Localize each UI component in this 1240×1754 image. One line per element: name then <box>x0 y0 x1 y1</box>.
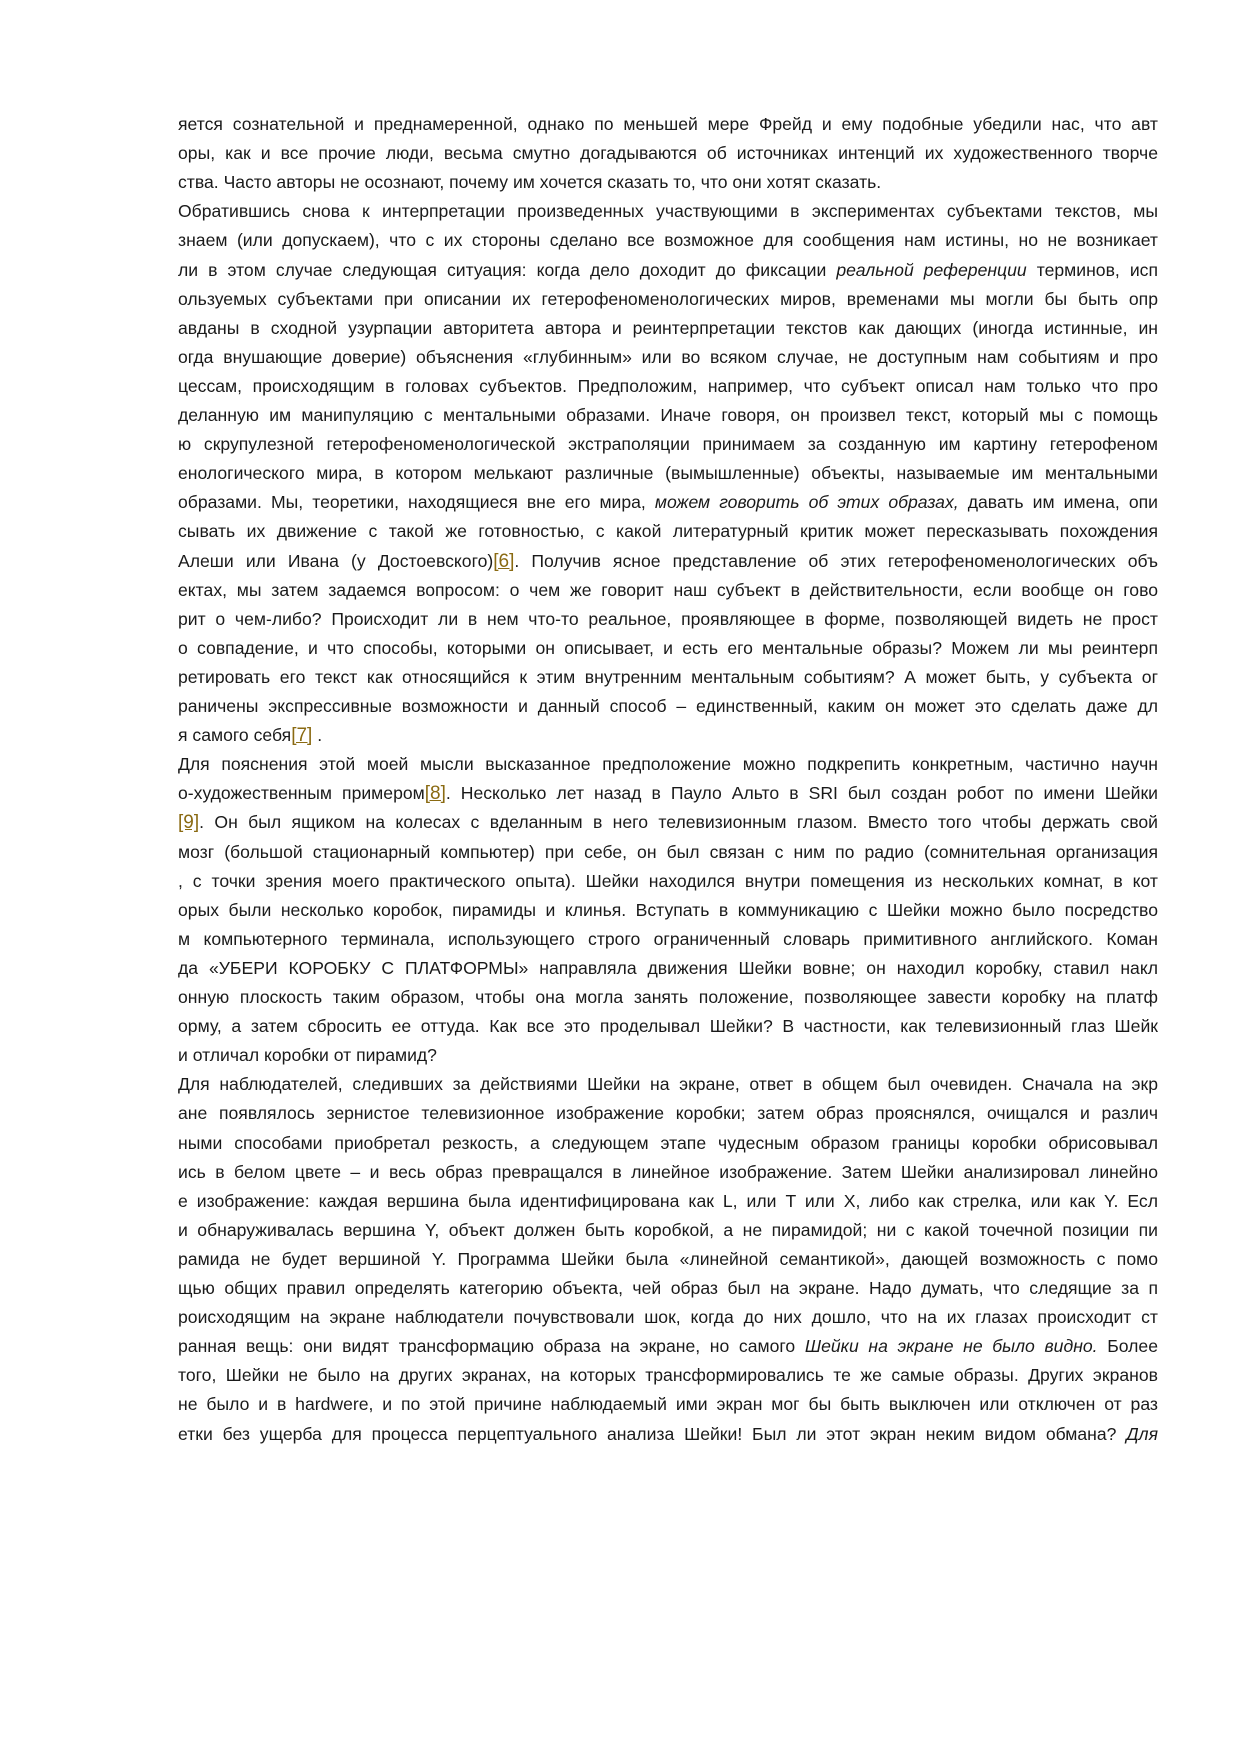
text-run: ане появлялось зернистое телевизионное изображение коробки; затем образ прояснялся, очищался и различ <box>178 1103 1158 1124</box>
text-run: того, Шейки не было на других экранах, на которых трансформировались те же самые образы. Других экранов <box>178 1365 1158 1386</box>
text-run: Алеши или Ивана (у Достоевского) <box>178 550 494 571</box>
text-line <box>178 1330 1158 1362</box>
text-line <box>178 545 1158 577</box>
text-run: ли в этом случае следующая ситуация: когда дело доходит до фиксации <box>178 259 837 280</box>
text-run: ользуемых субъектами при описании их гетерофеноменологических миров, временами мы могли бы быть опр <box>178 288 1158 309</box>
text-line <box>178 865 1158 897</box>
text-run: и обнаруживалась вершина Y, объект должен быть коробкой, а не пирамидой; ни с какой точечной позиции пи <box>178 1219 1158 1240</box>
text-line <box>178 137 1158 169</box>
text-run: . Он был ящиком на колесах с вделанным в него телевизионным глазом. Вместо того чтобы держать свой <box>199 812 1158 833</box>
text-run: , с точки зрения моего практического опыта). Шейки находился внутри помещения из нескольких комнат, в кот <box>178 870 1158 891</box>
text-run: терминов, исп <box>1026 259 1158 280</box>
text-line <box>178 952 1158 984</box>
text-run: . Несколько лет назад в Пауло Альто в SRI был создан робот по имени Шейки <box>445 783 1158 804</box>
text-run: рамида не будет вершиной Y. Программа Шейки была «линейной семантикой», дающей возможность с помо <box>178 1248 1158 1269</box>
text-run: ектах, мы затем задаемся вопросом: о чем же говорит наш субъект в действительности, если вообще он гово <box>178 579 1158 600</box>
text-run: Обратившись снова к интерпретации произведенных участвующими в экспериментах субъектами текстов, мы <box>178 201 1158 222</box>
text-line <box>178 894 1158 926</box>
text-run: знаем (или допускаем), что с их стороны сделано все возможное для сообщения нам истины, но не возникает <box>178 230 1158 251</box>
text-line <box>178 836 1158 868</box>
text-run: я самого себя <box>178 725 292 746</box>
text-line <box>178 1156 1158 1188</box>
footnote-link[interactable]: [8] <box>424 783 446 805</box>
text-line <box>178 1097 1158 1129</box>
text-line <box>178 1301 1158 1333</box>
italic-text: можем говорить об этих образах, <box>654 492 959 513</box>
text-run: роисходящим на экране наблюдатели почувствовали шок, когда до них дошло, что на их глазах происходит ст <box>178 1307 1158 1328</box>
text-line <box>178 661 1158 693</box>
text-run: орых были несколько коробок, пирамиды и клинья. Вступать в коммуникацию с Шейки можно было посредство <box>178 899 1158 920</box>
text-line <box>178 719 1158 751</box>
text-run: мозг (большой стационарный компьютер) при себе, он был связан с ним по радио (сомнительная организация <box>178 841 1158 862</box>
text-run: ными способами приобретал резкость, а следующем этапе чудесным образом границы коробки обрисовывал <box>178 1132 1158 1153</box>
text-line <box>178 312 1158 344</box>
text-run: авданы в сходной узурпации авторитета автора и реинтерпретации текстов как дающих (иногда истинные, ин <box>178 317 1158 338</box>
text-run: огда внушающие доверие) объяснения «глубинным» или во всяком случае, не доступным нам событиям и про <box>178 346 1158 367</box>
text-run: ись в белом цвете – и весь образ превращался в линейное изображение. Затем Шейки анализировал линейно <box>178 1161 1158 1182</box>
text-line <box>178 195 1158 227</box>
text-line <box>178 690 1158 722</box>
text-run: о совпадение, и что способы, которыми он описывает, и есть его ментальные образы? Можем ли мы реинтерп <box>178 637 1158 658</box>
text-line <box>178 254 1158 286</box>
text-line <box>178 341 1158 373</box>
text-line <box>178 1214 1158 1246</box>
text-line <box>178 632 1158 664</box>
text-run: давать им имена, опи <box>958 492 1158 513</box>
text-run: ранная вещь: они видят трансформацию образа на экране, но самого <box>178 1336 805 1357</box>
text-line <box>178 1359 1158 1391</box>
text-run: ретировать его текст как относящийся к этим внутренним ментальным событиям? А может быть, у субъекта ог <box>178 666 1158 687</box>
text-line <box>178 1039 1158 1071</box>
text-run: рит о чем-либо? Происходит ли в нем что-то реальное, проявляющее в форме, позволяющей видеть не прост <box>178 608 1158 629</box>
italic-text: Для <box>1126 1423 1158 1444</box>
text-run: е изображение: каждая вершина была идентифицирована как L, или T или X, либо как стрелка, или как Y. Есл <box>178 1190 1158 1211</box>
text-run: Для пояснения этой моей мысли высказанное предположение можно подкрепить конкретным, частично научн <box>178 754 1158 775</box>
text-line <box>178 515 1158 547</box>
text-line <box>178 603 1158 635</box>
text-line <box>178 1418 1158 1450</box>
text-run: цессам, происходящим в головах субъектов. Предположим, например, что субъект описал нам только что про <box>178 375 1158 396</box>
text-line <box>178 428 1158 460</box>
text-line <box>178 399 1158 431</box>
text-run: образами. Мы, теоретики, находящиеся вне его мира, <box>178 492 655 513</box>
footnote-link[interactable]: [6] <box>493 550 515 572</box>
text-run: Более <box>1097 1336 1158 1357</box>
text-run: да «УБЕРИ КОРОБКУ С ПЛАТФОРМЫ» направляла движения Шейки вовне; он находил коробку, ставил накл <box>178 957 1158 978</box>
text-run: щью общих правил определять категорию объекта, чей образ был на экране. Надо думать, что следящие за п <box>178 1278 1158 1298</box>
text-run: сывать их движение с такой же готовностью, с какой литературный критик может пересказывать похождения <box>178 521 1158 542</box>
text-run: енологического мира, в котором мелькают различные (вымышленные) объекты, называемые им ментальными <box>178 463 1158 484</box>
text-line <box>178 370 1158 402</box>
italic-text: Шейки на экране не было видно. <box>804 1336 1098 1357</box>
footnote-link[interactable]: [7] <box>291 725 313 747</box>
text-line <box>178 923 1158 955</box>
text-line <box>178 806 1158 838</box>
text-line <box>178 1010 1158 1042</box>
text-line <box>178 1272 1158 1304</box>
text-line <box>178 574 1158 606</box>
text-line <box>178 748 1158 780</box>
text-line <box>178 224 1158 256</box>
text-run: етки без ущерба для процесса перцептуального анализа Шейки! Был ли этот экран неким видом обмана? <box>178 1423 1127 1444</box>
text-line <box>178 486 1158 518</box>
text-run: орму, а затем сбросить ее оттуда. Как все это проделывал Шейки? В частности, как телевизионный глаз Шейк <box>178 1016 1158 1037</box>
text-run: оры, как и все прочие люди, весьма смутно догадываются об источниках интенций их художественного творче <box>178 143 1158 164</box>
text-run: деланную им манипуляцию с ментальными образами. Иначе говоря, он произвел текст, который мы с помощь <box>178 405 1158 425</box>
text-line <box>178 1185 1158 1217</box>
text-run: и отличал коробки от пирамид? <box>178 1045 437 1066</box>
text-run: раничены экспрессивные возможности и данный способ – единственный, каким он может это сделать даже дл <box>178 696 1158 716</box>
text-line <box>178 283 1158 315</box>
text-line <box>178 981 1158 1013</box>
text-run: яется сознательной и преднамеренной, однако по меньшей мере Фрейд и ему подобные убедили нас, что авт <box>178 114 1158 134</box>
text-run: о-художественным примером <box>178 783 425 804</box>
text-line <box>178 108 1158 140</box>
text-run: . Получив ясное представление об этих гетерофеноменологических объ <box>514 550 1158 571</box>
text-line <box>178 457 1158 489</box>
text-line <box>178 777 1158 809</box>
text-run: не было и в hardwere, и по этой причине наблюдаемый ими экран мог бы быть выключен или отключен от раз <box>178 1394 1158 1415</box>
text-run: . <box>312 725 323 746</box>
text-run: Для наблюдателей, следивших за действиями Шейки на экране, ответ в общем был очевиден. Сначала на экр <box>178 1074 1158 1095</box>
text-run: ства. Часто авторы не осознают, почему им хочется сказать то, что они хотят сказать. <box>178 172 882 193</box>
text-run: онную плоскость таким образом, чтобы она могла занять положение, позволяющее завести коробку на платф <box>178 987 1158 1007</box>
text-line <box>178 166 1158 198</box>
text-line <box>178 1243 1158 1275</box>
text-run: м компьютерного терминала, использующего строго ограниченный словарь примитивного английского. Коман <box>178 928 1158 949</box>
text-line <box>178 1127 1158 1159</box>
text-line <box>178 1388 1158 1420</box>
text-run: ю скрупулезной гетерофеноменологической экстраполяции принимаем за созданную им картину гетерофеном <box>178 434 1158 455</box>
text-line <box>178 1068 1158 1100</box>
italic-text: реальной референции <box>836 259 1027 280</box>
footnote-link[interactable]: [9] <box>178 812 200 834</box>
